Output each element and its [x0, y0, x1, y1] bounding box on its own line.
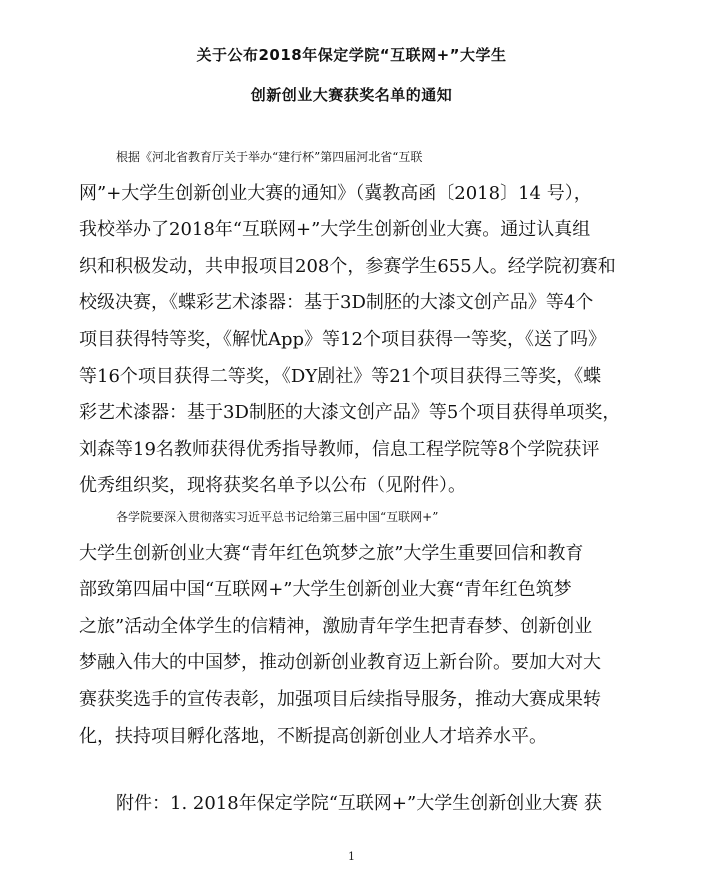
paragraph-2-line: 梦融入伟大的中国梦，推动创新创业教育迈上新台阶。要加大对大 [79, 652, 601, 674]
paragraph-1-line: 校级决赛，《蝶彩艺术漆器：基于3D制胚的大漆文创产品》等4个 [79, 292, 594, 314]
paragraph-1-line: 网”+大学生创新创业大赛的通知》（冀教高函〔2018〕14 号）， [79, 182, 592, 204]
paragraph-1 [79, 139, 639, 505]
document-title-line-1: 关于公布2018年保定学院“互联网+”大学生 [196, 46, 507, 64]
paragraph-1-line: 优秀组织奖，现将获奖名单予以公布（见附件）。 [79, 475, 466, 497]
page-number: 1 [348, 850, 355, 863]
paragraph-1-line: 彩艺术漆器：基于3D制胚的大漆文创产品》等5个项目获得单项奖， [79, 402, 621, 424]
paragraph-2-line: 化，扶持项目孵化落地，不断提高创新创业人才培养水平。 [79, 725, 547, 747]
paragraph-1-line: 织和积极发动，共申报项目208个，参赛学生655人。经学院初赛和 [79, 255, 616, 277]
paragraph-1-line: 我校举办了2018年“互联网+”大学生创新创业大赛。通过认真组 [79, 219, 591, 241]
paragraph-2-line: 部致第四届中国“互联网+”大学生创新创业大赛“青年红色筑梦 [79, 579, 572, 601]
attachment-line: 附件：1. 2018年保定学院“互联网+”大学生创新创业大赛 获 [116, 793, 602, 814]
paragraph-2-line: 赛获奖选手的宣传表彰，加强项目后续指导服务，推动大赛成果转 [79, 688, 601, 710]
paragraph-2-line: 大学生创新创业大赛“青年红色筑梦之旅”大学生重要回信和教育 [79, 542, 584, 564]
paragraph-1-line: 等16个项目获得二等奖，《DY剧社》等21个项目获得三等奖，《蝶 [79, 365, 602, 387]
paragraph-2-line: 之旅”活动全体学生的信精神，激励青年学生把青春梦、创新创业 [79, 615, 593, 637]
paragraph-2 [79, 499, 639, 755]
paragraph-1-line: 刘森等19名教师获得优秀指导教师，信息工程学院等8个学院获评 [79, 438, 600, 460]
paragraph-1-line: 根据《河北省教育厅关于举办“建行杯”第四届河北省“互联 [116, 150, 423, 164]
document-title-line-2: 创新创业大赛获奖名单的通知 [250, 86, 453, 104]
paragraph-1-line: 项目获得特等奖，《解忧App》等12个项目获得一等奖，《送了吗》 [79, 328, 606, 350]
paragraph-2-line: 各学院要深入贯彻落实习近平总书记给第三届中国“互联网+” [116, 510, 439, 524]
